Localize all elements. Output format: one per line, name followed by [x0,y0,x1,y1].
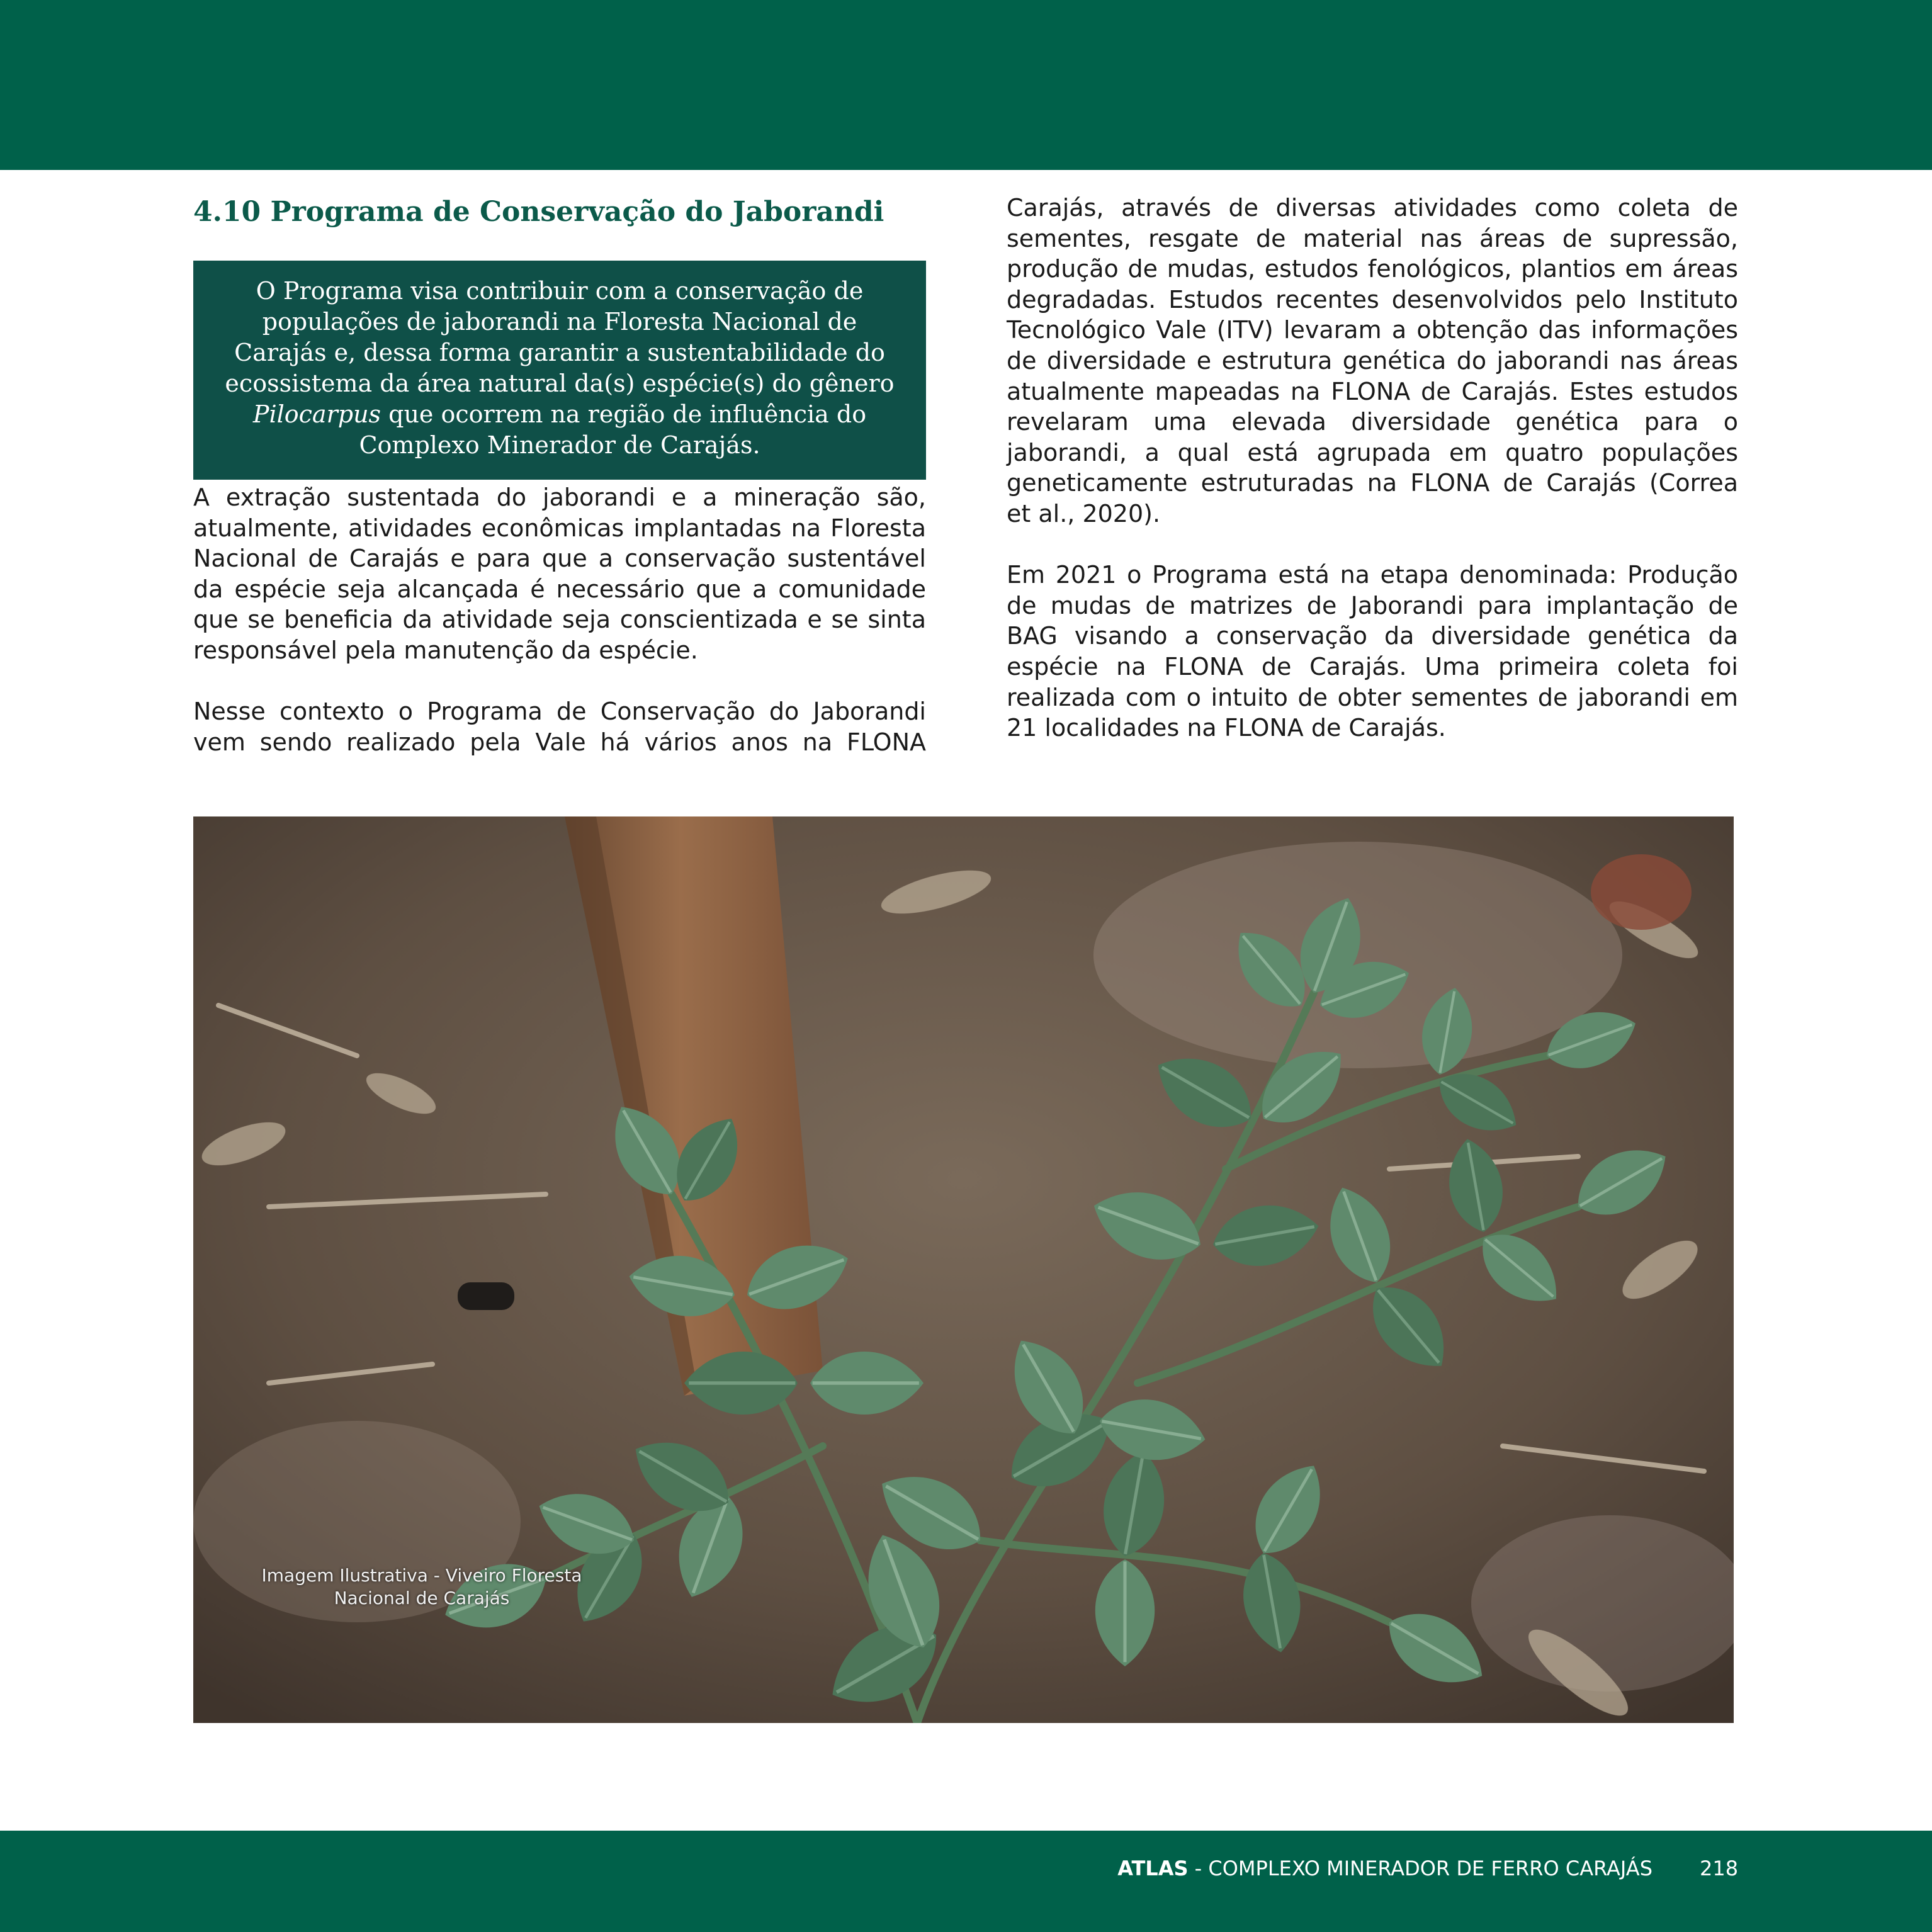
text-line: de mudas de matrizes de Jaborandi para implantação de [1007,591,1738,619]
text-line: da espécie seja alcançada é necessário que a comunidade [193,575,926,603]
right-column-text [1007,193,1738,743]
section-title: 4.10 Programa de Conservação do Jaborandi [193,196,884,228]
text-line: Tecnológico Vale (ITV) levaram a obtenção das informações [1007,316,1738,344]
summary-line: ecossistema da área natural da(s) espécie(s) do gênero [225,370,895,397]
footer-subtitle: - COMPLEXO MINERADOR DE FERRO CARAJÁS [1188,1856,1652,1880]
summary-line-rest: que ocorrem na região de influência do [381,400,867,428]
text-line: atualmente, atividades econômicas implantadas na Floresta [193,514,926,542]
text-line: A extração sustentada do jaborandi e a mineração são, [193,483,926,511]
text-line: et al., 2020). [1007,499,1161,528]
text-line: sementes, resgate de material nas áreas de supressão, [1007,224,1738,252]
footer-title [1117,1850,1652,1887]
text-line: 21 localidades na FLONA de Carajás. [1007,714,1446,742]
text-line: Nacional de Carajás e para que a conservação sustentável [193,545,926,573]
text-line: responsável pela manutenção da espécie. [193,636,698,664]
program-summary-box [193,261,926,480]
text-line: atualmente mapeadas na FLONA de Carajás. Estes estudos [1007,377,1738,405]
text-line: Carajás, através de diversas atividades como coleta de [1007,194,1738,222]
summary-line [206,399,913,430]
header-band [0,0,1932,170]
text-line: geneticamente estruturadas na FLONA de Carajás (Correa [1007,469,1738,497]
summary-line: Complexo Minerador de Carajás. [359,431,760,459]
left-column-text [193,482,926,757]
text-line: espécie na FLONA de Carajás. Uma primeira coleta foi [1007,652,1738,681]
jaborandi-seedling-photo [193,816,1734,1723]
caption-line: Imagem Ilustrativa - Viveiro Floresta [261,1565,582,1586]
summary-line: Carajás e, dessa forma garantir a sustentabilidade do [234,339,885,366]
summary-line: populações de jaborandi na Floresta Nacional de [262,308,857,336]
text-line: produção de mudas, estudos fenológicos, plantios em áreas [1007,255,1738,283]
text-line: revelaram uma elevada diversidade genética para o [1007,408,1738,436]
paragraph-gap [193,666,926,697]
text-line: Nesse contexto o Programa de Conservação do Jaborandi [193,698,926,726]
text-line: BAG visando a conservação da diversidade genética da [1007,622,1738,650]
summary-line: O Programa visa contribuir com a conservação de [256,277,864,305]
text-line: de diversidade e estrutura genética do jaborandi nas áreas [1007,346,1738,375]
caption-line: Nacional de Carajás [334,1588,510,1608]
text-line: realizada com o intuito de obter sementes de jaborandi em [1007,683,1738,711]
text-line: Em 2021 o Programa está na etapa denominada: Produção [1007,561,1738,589]
footer-atlas-label: ATLAS [1117,1856,1189,1880]
page-number: 218 [1700,1856,1739,1880]
text-line: que se beneficia da atividade seja conscientizada e se sinta [193,606,926,634]
text-line: degradadas. Estudos recentes desenvolvidos pelo Instituto [1007,285,1738,314]
genus-name: Pilocarpus [252,400,381,428]
paragraph-gap [1007,529,1738,560]
photo-caption [252,1564,592,1610]
text-line: jaborandi, a qual está agrupada em quatro populações [1007,438,1738,466]
text-line: vem sendo realizado pela Vale há vários anos na FLONA [193,728,926,756]
